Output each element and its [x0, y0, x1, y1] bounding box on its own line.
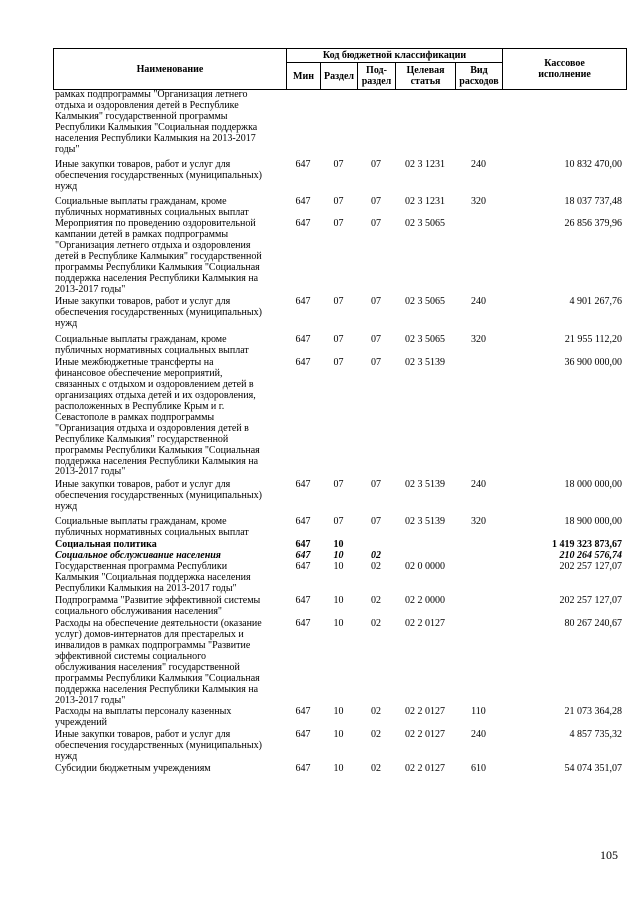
cell-min: 647	[295, 617, 311, 629]
cell-section: 07	[333, 334, 344, 346]
cell-amount: 4 857 735,32	[569, 729, 622, 741]
cell-amount: 210 264 576,74	[559, 550, 622, 562]
cell-min: 647	[295, 561, 311, 573]
cell-section: 10	[333, 617, 344, 629]
cell-min: 647	[295, 539, 311, 551]
row-name: Иные закупки товаров, работ и услуг для обеспечения государственных (муниципальных) нужд	[55, 158, 262, 192]
cell-subsection: 02	[371, 617, 381, 629]
header-subsection: Под- раздел	[358, 63, 396, 90]
cell-min: 647	[295, 158, 311, 170]
cell-type: 320	[471, 516, 486, 528]
cell-subsection: 07	[371, 195, 381, 207]
cell-section: 07	[333, 516, 344, 528]
row-name: Подпрограмма "Развитие эффективной системы социального обслуживания населения"	[55, 594, 261, 617]
table-row	[53, 764, 626, 775]
cell-type: 320	[471, 334, 486, 346]
page-number: 105	[600, 848, 618, 862]
cell-section: 10	[333, 550, 344, 562]
cell-target: 02 3 1231	[405, 195, 445, 207]
cell-amount: 36 900 000,00	[564, 356, 622, 368]
cell-subsection: 07	[371, 218, 381, 230]
cell-type: 610	[471, 763, 486, 775]
header-min: Мин	[287, 63, 321, 90]
header-code-group: Код бюджетной классификации	[287, 49, 503, 63]
cell-section: 07	[333, 158, 344, 170]
cell-subsection: 02	[371, 550, 381, 562]
row-name: Иные закупки товаров, работ и услуг для обеспечения государственных (муниципальных) нужд	[55, 479, 262, 513]
cell-min: 647	[295, 706, 311, 718]
row-name: рамках подпрограммы "Организация летнего отдыха и оздоровления детей в Республике Калмыкия" государственной программы Республики Калмыкия "Социальная поддержка населения Республики Калмыкия на 2013-2017 годы"	[55, 89, 258, 155]
cell-amount: 1 419 323 873,67	[552, 539, 622, 551]
cell-section: 07	[333, 195, 344, 207]
row-name: Социальная политика	[55, 539, 157, 551]
cell-amount: 26 856 379,96	[564, 218, 622, 230]
cell-min: 647	[295, 479, 311, 491]
row-name: Социальные выплаты гражданам, кроме публичных нормативных социальных выплат	[55, 195, 249, 218]
cell-subsection: 07	[371, 479, 381, 491]
cell-amount: 18 000 000,00	[564, 479, 622, 491]
table-header	[53, 48, 627, 90]
table-row	[53, 219, 626, 296]
cell-subsection: 02	[371, 729, 381, 741]
cell-amount: 18 900 000,00	[564, 516, 622, 528]
cell-min: 647	[295, 218, 311, 230]
cell-target: 02 2 0000	[405, 594, 445, 606]
header-name: Наименование	[54, 49, 287, 90]
row-name: Социальные выплаты гражданам, кроме публичных нормативных социальных выплат	[55, 516, 249, 539]
cell-subsection: 02	[371, 763, 381, 775]
cell-subsection: 02	[371, 706, 381, 718]
cell-section: 07	[333, 296, 344, 308]
cell-amount: 202 257 127,07	[559, 561, 622, 573]
row-name: Расходы на выплаты персоналу казенных учреждений	[55, 706, 232, 729]
cell-section: 10	[333, 763, 344, 775]
cell-target: 02 3 1231	[405, 158, 445, 170]
table-row	[53, 562, 626, 595]
table-row	[53, 197, 626, 219]
cell-section: 07	[333, 479, 344, 491]
cell-amount: 4 901 267,76	[569, 296, 622, 308]
header-type: Вид расходов	[456, 63, 503, 90]
cell-section: 10	[333, 561, 344, 573]
row-name: Социальное обслуживание населения	[55, 550, 221, 562]
table-row	[53, 160, 626, 193]
cell-min: 647	[295, 356, 311, 368]
cell-target: 02 3 5139	[405, 516, 445, 528]
cell-section: 07	[333, 356, 344, 368]
table-body	[53, 90, 626, 775]
cell-amount: 21 073 364,28	[564, 706, 622, 718]
table-row	[53, 596, 626, 618]
cell-section: 10	[333, 539, 344, 551]
cell-subsection: 07	[371, 356, 381, 368]
cell-amount: 18 037 737,48	[564, 195, 622, 207]
cell-target: 02 3 5065	[405, 334, 445, 346]
cell-type: 240	[471, 158, 486, 170]
cell-min: 647	[295, 195, 311, 207]
row-name: Расходы на обеспечение деятельности (оказание услуг) домов-интернатов для престарелых и инвалидов в рамках подпрограммы "Развитие эффективной системы социального обслуживания населения" государственной программы Республики Калмыкия "Социальная поддержка населения Республики Калмыкия на 2013-2017 годы"	[55, 617, 262, 706]
cell-subsection: 07	[371, 334, 381, 346]
cell-target: 02 3 5065	[405, 296, 445, 308]
header-amount: Кассовое исполнение	[503, 49, 627, 90]
cell-target: 02 3 5139	[405, 356, 445, 368]
table-row	[53, 90, 626, 156]
cell-type: 320	[471, 195, 486, 207]
cell-subsection: 02	[371, 594, 381, 606]
cell-section: 10	[333, 594, 344, 606]
cell-section: 10	[333, 706, 344, 718]
header-section: Раздел	[321, 63, 358, 90]
cell-target: 02 2 0127	[405, 706, 445, 718]
cell-subsection: 07	[371, 516, 381, 528]
cell-target: 02 0 0000	[405, 561, 445, 573]
table-row	[53, 480, 626, 513]
cell-amount: 80 267 240,67	[564, 617, 622, 629]
cell-min: 647	[295, 516, 311, 528]
table-row	[53, 707, 626, 729]
row-name: Социальные выплаты гражданам, кроме публичных нормативных социальных выплат	[55, 334, 249, 356]
cell-section: 07	[333, 218, 344, 230]
table-row	[53, 730, 626, 763]
cell-min: 647	[295, 296, 311, 308]
row-name: Мероприятия по проведению оздоровительной кампании детей в рамках подпрограммы "Организация летнего отдыха и оздоровления детей в Республике Калмыкия" государственной программы Республики Калмыкия "Социальная поддержка населения Республики Калмыкия на 2013-2017 годы"	[55, 218, 262, 296]
cell-target: 02 2 0127	[405, 729, 445, 741]
cell-target: 02 2 0127	[405, 763, 445, 775]
cell-min: 647	[295, 550, 311, 562]
cell-min: 647	[295, 594, 311, 606]
row-name: Иные закупки товаров, работ и услуг для обеспечения государственных (муниципальных) нужд	[55, 296, 262, 330]
cell-section: 10	[333, 729, 344, 741]
cell-min: 647	[295, 729, 311, 741]
table-row	[53, 335, 626, 357]
cell-target: 02 3 5139	[405, 479, 445, 491]
cell-amount: 202 257 127,07	[559, 594, 622, 606]
row-name: Иные закупки товаров, работ и услуг для обеспечения государственных (муниципальных) нужд	[55, 729, 262, 763]
cell-amount: 54 074 351,07	[564, 763, 622, 775]
cell-type: 240	[471, 479, 486, 491]
cell-type: 110	[471, 706, 486, 718]
cell-min: 647	[295, 334, 311, 346]
cell-subsection: 07	[371, 158, 381, 170]
table-row	[53, 619, 626, 707]
header-target: Целевая статья	[396, 63, 456, 90]
cell-target: 02 3 5065	[405, 218, 445, 230]
cell-min: 647	[295, 763, 311, 775]
table-row	[53, 358, 626, 478]
cell-type: 240	[471, 729, 486, 741]
table-row	[53, 297, 626, 330]
cell-subsection: 07	[371, 296, 381, 308]
cell-target: 02 2 0127	[405, 617, 445, 629]
row-name: Иные межбюджетные трансферты на финансовое обеспечение мероприятий, связанных с отдыхом и оздоровлением детей в организациях отдыха детей и их оздоровления, расположенных в Республике Крым и г. Севастополе в рамках подпрограммы "Организация отдыха и оздоровления детей в Республике Калмыкия" государственной программы Республики Калмыкия "Социальная поддержка населения Республики Калмыкия на 2013-2017 годы"	[55, 356, 260, 478]
cell-subsection: 02	[371, 561, 381, 573]
row-name: Государственная программа Республики Калмыкия "Социальная поддержка населения Республики Калмыкия на 2013-2017 годы"	[55, 561, 251, 594]
cell-type: 240	[471, 296, 486, 308]
table-row	[53, 517, 626, 539]
row-name: Субсидии бюджетным учреждениям	[55, 763, 211, 775]
cell-amount: 21 955 112,20	[564, 334, 622, 346]
cell-amount: 10 832 470,00	[564, 158, 622, 170]
